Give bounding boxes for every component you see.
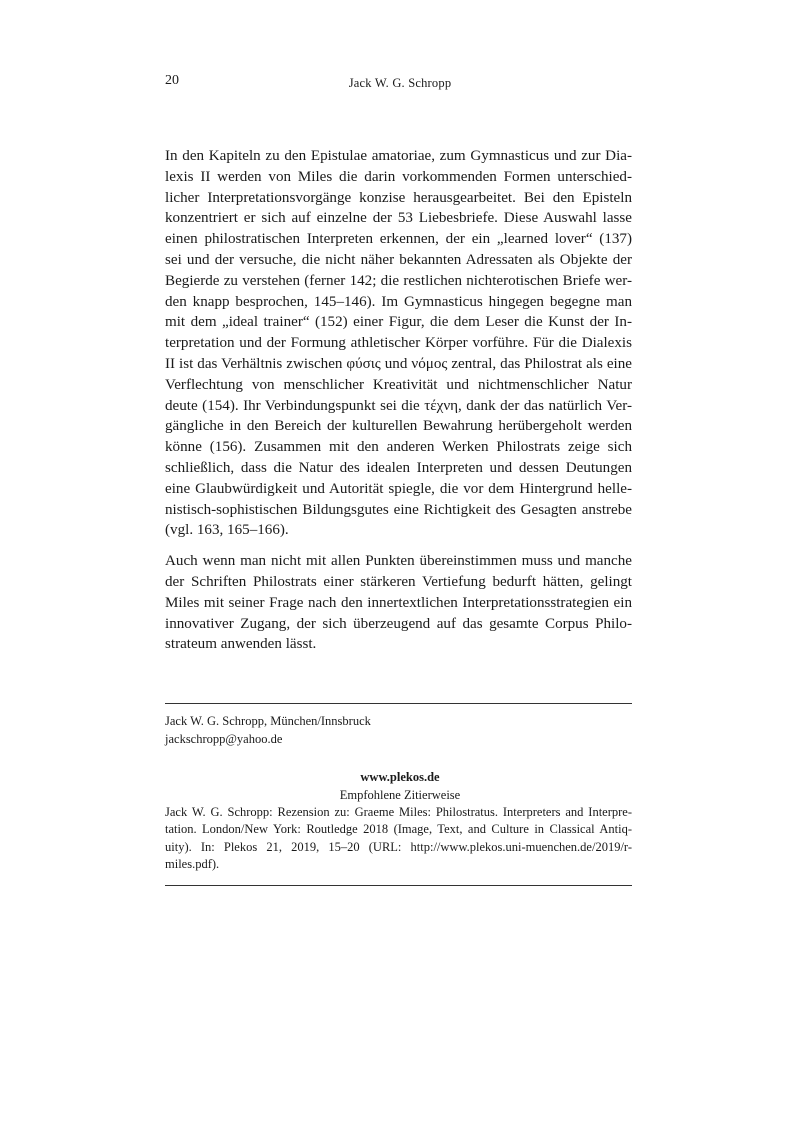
author-block (165, 712, 632, 748)
author-email-link[interactable]: jackschropp@yahoo.de (165, 732, 283, 746)
running-head: Jack W. G. Schropp (348, 76, 452, 90)
text-line: (vgl. 163, 165–166). (165, 522, 289, 539)
citation-line: miles.pdf). (165, 857, 220, 872)
text-line: deute (154). Ihr Verbindungspunkt sei die τέχνη, dank der das natürlich Ver- (165, 397, 632, 414)
text-line: der Schriften Philostrats einer stärkeren Vertiefung bedurft hätten, gelingt (165, 573, 632, 590)
text-line: eine Glaubwürdigkeit und Autorität spiegle, die vor dem Hintergrund helle- (165, 480, 632, 497)
text-line: könne (156). Zusammen mit den anderen Werken Philostrats zeige sich (165, 439, 632, 456)
text-line: gängliche in den Bereich der kulturellen Bewahrung herübergeholt werden (165, 418, 632, 435)
citation-line: Jack W. G. Schropp: Rezension zu: Graeme Miles: Philostratus. Interpreters and Interpre- (165, 805, 632, 819)
text-line: Miles mit seiner Frage nach den innertextlichen Interpretationsstrategien ein (165, 594, 632, 611)
text-line: einen philostratischen Interpreten erkennen, der ein „learned lover“ (137) (165, 231, 632, 248)
citation-heading: Empfohlene Zitierweise (339, 788, 461, 802)
review-body (165, 146, 632, 655)
text-line: den knapp besprochen, 145–146). Im Gymnasticus hingegen begegne man (165, 293, 632, 310)
page-number: 20 (165, 73, 179, 88)
text-line: sei und der versuche, die nicht näher bekannten Adressaten als Objekte der (165, 251, 632, 268)
citation-line: uity). In: Plekos 21, 2019, 15–20 (URL: http://www.plekos.uni-muenchen.de/2019/r- (165, 839, 632, 854)
text-line: licher Interpretationsvorgänge konzise herausgearbeitet. Bei den Episteln (165, 189, 632, 206)
text-line: Verflechtung von menschlicher Kreativität und nichtmenschlicher Natur (165, 376, 632, 393)
citation-line: tation. London/New York: Routledge 2018 (Image, Text, and Culture in Classical Antiq- (165, 822, 632, 837)
text-line: schließlich, dass die Natur des idealen Interpreten und dessen Deutungen (165, 459, 632, 476)
citation-text (165, 804, 632, 874)
text-line: mit dem „ideal trainer“ (152) einer Figur, die dem Leser die Kunst der In- (165, 314, 632, 331)
site-link[interactable]: www.plekos.de (360, 770, 440, 784)
text-line: Begierde zu verstehen (ferner 142; die restlichen nichterotischen Briefe wer- (165, 272, 632, 289)
text-line: II ist das Verhältnis zwischen φύσις und νόμος zentral, das Philostrat als eine (165, 355, 632, 372)
paragraph-1 (165, 146, 632, 541)
text-line: nistisch-sophistischen Bildungsgutes eine Richtigkeit des Gesagten anstrebe (165, 501, 632, 518)
text-line: konzentriert er sich auf einzelne der 53 Liebesbriefe. Diese Auswahl lasse (165, 210, 632, 227)
text-line: In den Kapiteln zu den Epistulae amatoriae, zum Gymnasticus und zur Dia- (165, 148, 632, 164)
text-line: innovativer Zugang, der sich überzeugend auf das gesamte Corpus Philo- (165, 615, 632, 632)
text-line: terpretation und der Formung athletischer Körper vorführe. Für die Dialexis (165, 335, 632, 352)
footer-bottom-rule (165, 885, 632, 886)
text-line: Auch wenn man nicht mit allen Punkten übereinstimmen muss und manche (165, 553, 632, 570)
paragraph-2 (165, 551, 632, 655)
footer-top-rule (165, 703, 632, 704)
text-line: lexis II werden von Miles die darin vorkommenden Formen unterschied- (165, 168, 632, 185)
text-line: strateum anwenden lässt. (165, 636, 317, 653)
author-affiliation: Jack W. G. Schropp, München/Innsbruck (165, 714, 371, 728)
